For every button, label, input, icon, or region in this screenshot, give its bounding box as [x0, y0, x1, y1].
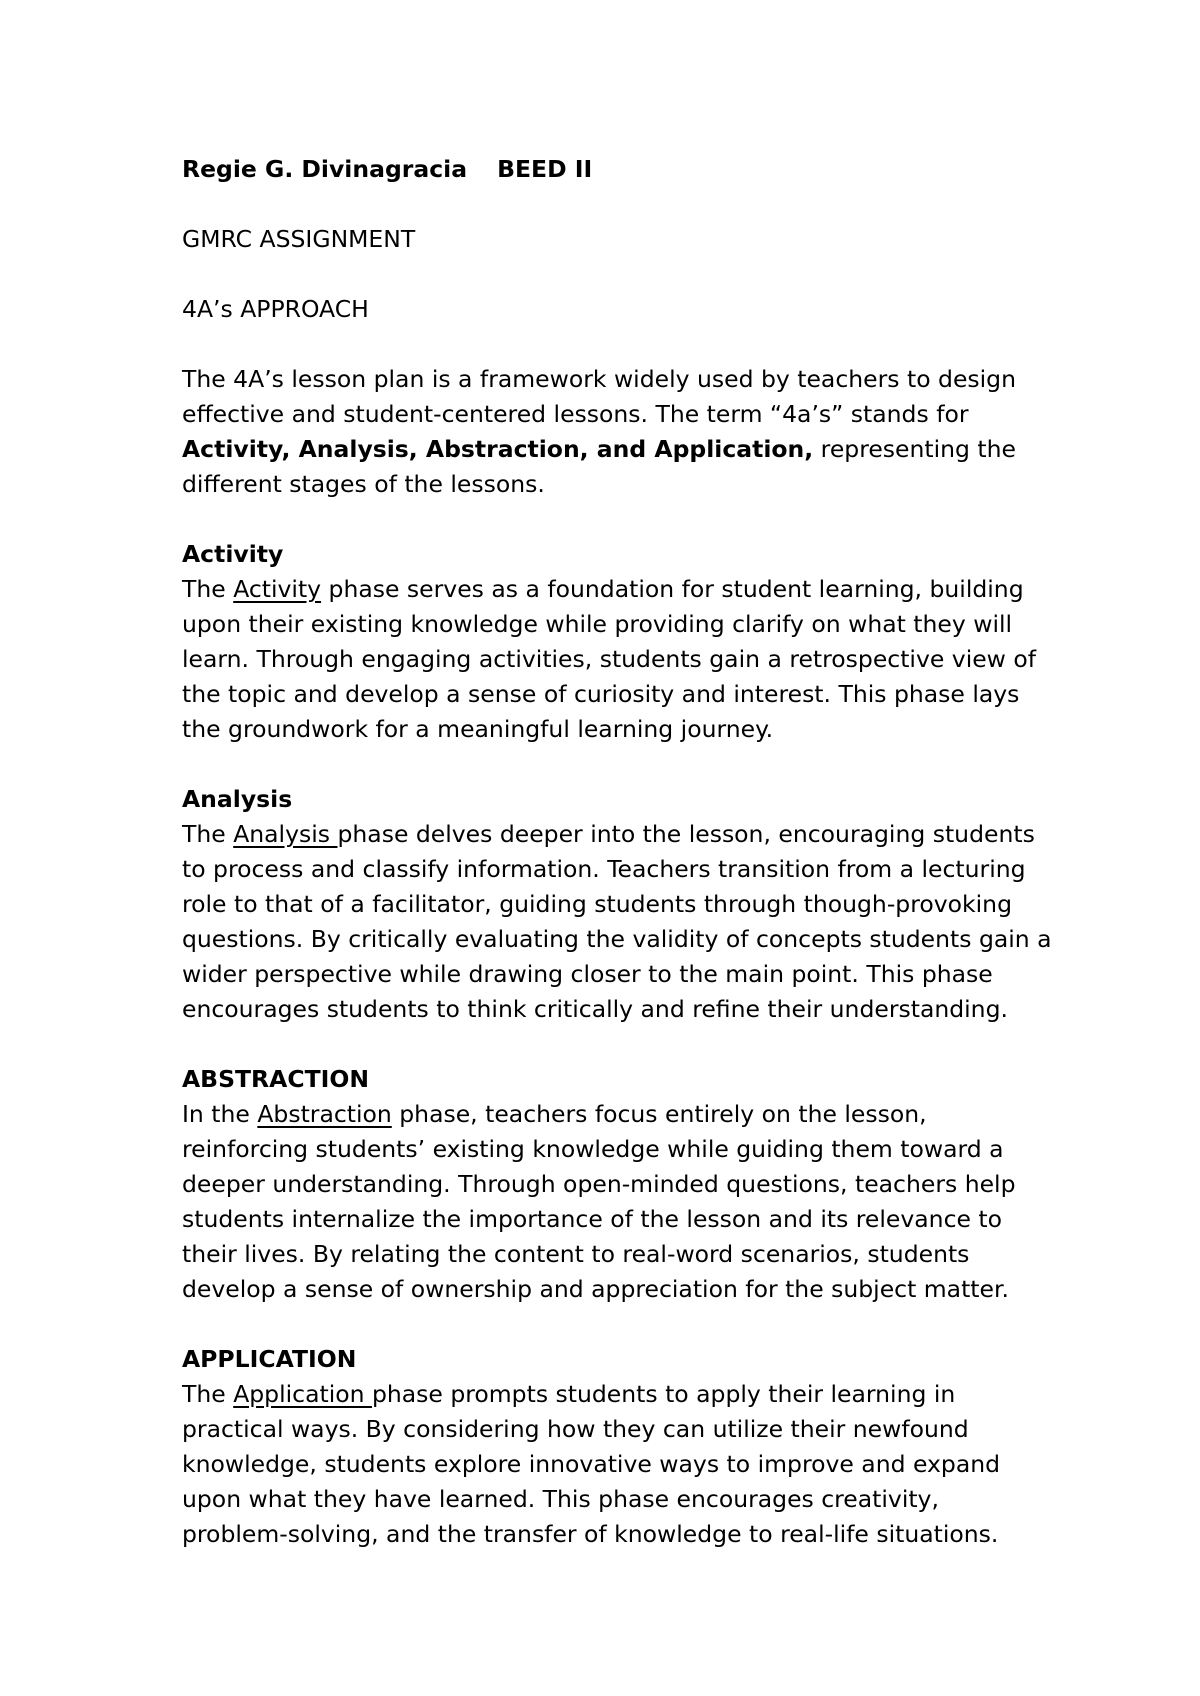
activity-line: upon their existing knowledge while providing clarify on what they will: [182, 610, 1013, 638]
activity-line: The Activity phase serves as a foundation for student learning, building: [182, 575, 1024, 603]
abstraction-line: reinforcing students’ existing knowledge while guiding them toward a: [182, 1135, 1004, 1163]
application-line: knowledge, students explore innovative ways to improve and expand: [182, 1450, 1001, 1478]
analysis-term: Analysis: [233, 820, 338, 848]
application-line: The Application phase prompts students to apply their learning in: [182, 1380, 956, 1408]
intro-terms: Activity, Analysis, Abstraction, and Application,: [182, 435, 814, 463]
intro-line: effective and student-centered lessons. The term “4a’s” stands for: [182, 400, 969, 428]
analysis-line: role to that of a facilitator, guiding students through though-provoking: [182, 890, 1012, 918]
student-course: BEED II: [497, 155, 593, 183]
application-heading: APPLICATION: [182, 1345, 357, 1373]
application-term: Application: [233, 1380, 372, 1408]
activity-heading: Activity: [182, 540, 284, 568]
application-line: upon what they have learned. This phase encourages creativity,: [182, 1485, 939, 1513]
intro-line: The 4A’s lesson plan is a framework widely used by teachers to design: [182, 365, 1016, 393]
activity-section: [182, 537, 1062, 747]
analysis-section: [182, 782, 1062, 1027]
application-line: problem-solving, and the transfer of knowledge to real-life situations.: [182, 1520, 999, 1548]
analysis-line: questions. By critically evaluating the validity of concepts students gain a: [182, 925, 1052, 953]
abstraction-line: their lives. By relating the content to real-word scenarios, students: [182, 1240, 970, 1268]
abstraction-line: In the Abstraction phase, teachers focus entirely on the lesson,: [182, 1100, 927, 1128]
analysis-line: encourages students to think critically and refine their understanding.: [182, 995, 1008, 1023]
abstraction-term: Abstraction: [257, 1100, 392, 1128]
activity-line: the topic and develop a sense of curiosity and interest. This phase lays: [182, 680, 1020, 708]
intro-paragraph: [182, 362, 1062, 502]
abstraction-line: deeper understanding. Through open-minded questions, teachers help: [182, 1170, 1016, 1198]
analysis-heading: Analysis: [182, 785, 293, 813]
analysis-line: to process and classify information. Teachers transition from a lecturing: [182, 855, 1026, 883]
assignment-title: GMRC ASSIGNMENT: [182, 225, 416, 253]
analysis-line: wider perspective while drawing closer to the main point. This phase: [182, 960, 993, 988]
analysis-line: The Analysis phase delves deeper into the lesson, encouraging students: [182, 820, 1035, 848]
document-body: [182, 152, 1062, 1552]
abstraction-heading: ABSTRACTION: [182, 1065, 370, 1093]
abstraction-line: develop a sense of ownership and appreciation for the subject matter.: [182, 1275, 1009, 1303]
application-section: [182, 1342, 1062, 1552]
approach-title: 4A’s APPROACH: [182, 295, 369, 323]
application-line: practical ways. By considering how they can utilize their newfound: [182, 1415, 969, 1443]
activity-term: Activity: [233, 575, 322, 603]
header-line: [182, 152, 1062, 187]
abstraction-line: students internalize the importance of the lesson and its relevance to: [182, 1205, 1003, 1233]
activity-line: learn. Through engaging activities, students gain a retrospective view of: [182, 645, 1037, 673]
student-name: Regie G. Divinagracia: [182, 155, 468, 183]
activity-line: the groundwork for a meaningful learning journey.: [182, 715, 774, 743]
intro-line: Activity, Analysis, Abstraction, and Application, representing the: [182, 435, 1016, 463]
abstraction-section: [182, 1062, 1062, 1307]
intro-line: different stages of the lessons.: [182, 470, 545, 498]
